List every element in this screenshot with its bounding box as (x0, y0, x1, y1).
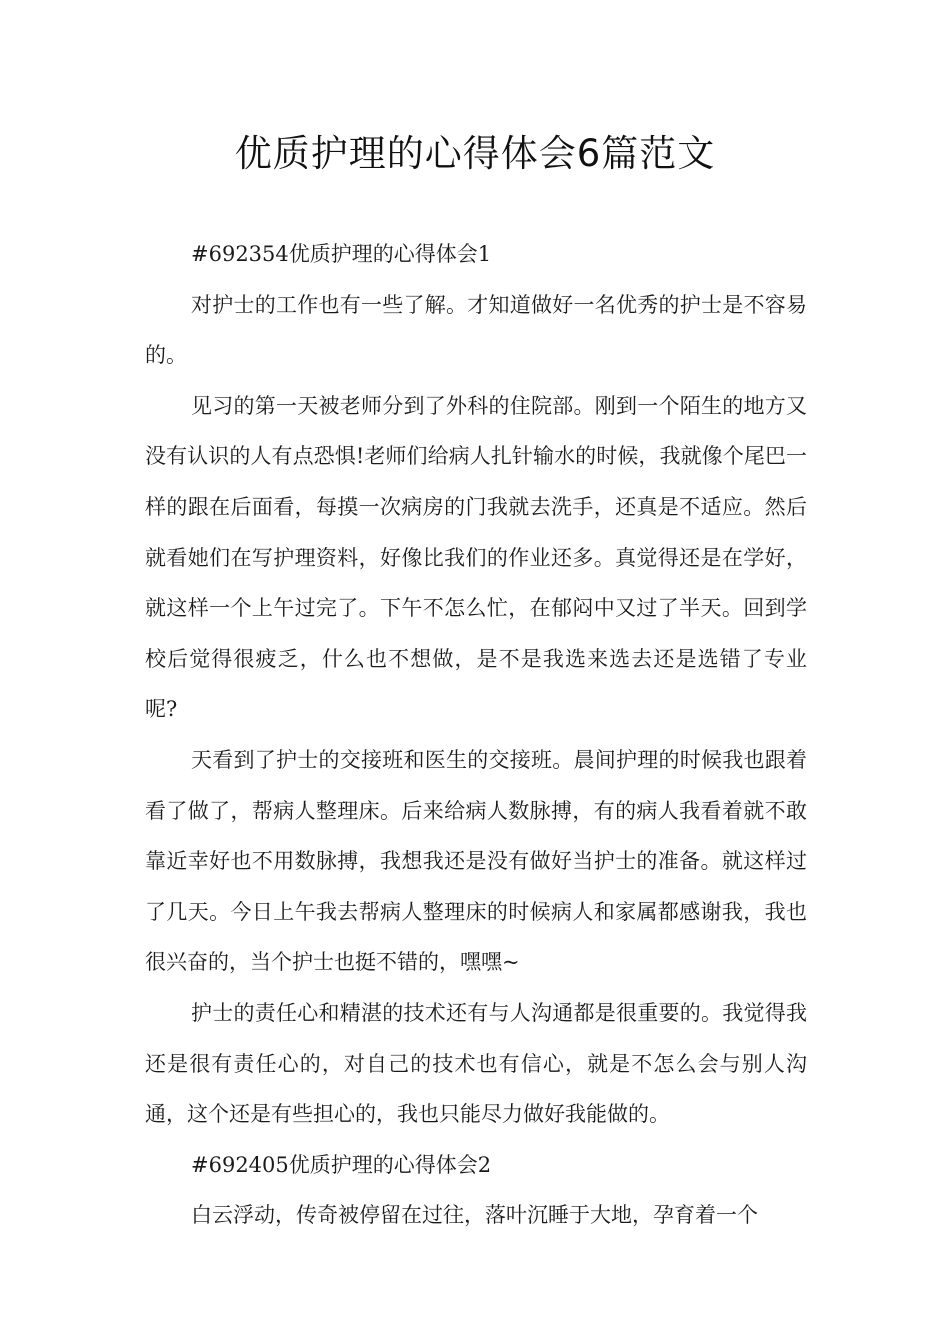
paragraph: 白云浮动，传奇被停留在过往，落叶沉睡于大地，孕育着一个 (191, 1203, 758, 1228)
section-heading-1: #692354优质护理的心得体会1 (191, 242, 492, 266)
section-heading-2: #692405优质护理的心得体会2 (191, 1152, 492, 1177)
paragraph: 对护士的工作也有一些了解。才知道做好一名优秀的护士是不容易的。 (145, 292, 807, 368)
paragraph: 天看到了护士的交接班和医生的交接班。晨间护理的时候我也跟着看了做了，帮病人整理床。后来给病人数脉搏，有的病人我看着就不敢靠近幸好也不用数脉搏，我想我还是没有做好当护士的准备。就这样过了几天。今日上午我去帮病人整理床的时候病人和家属都感谢我，我也很兴奋的，当个护士也挺不错的，嘿嘿~ (145, 747, 807, 975)
document-body (145, 229, 807, 1241)
document-title: 优质护理的心得体会6篇范文 (234, 132, 716, 175)
paragraph: 护士的责任心和精湛的技术还有与人沟通都是很重要的。我觉得我还是很有责任心的，对自己的技术也有信心，就是不怎么会与别人沟通，这个还是有些担心的，我也只能尽力做好我能做的。 (145, 1000, 807, 1127)
paragraph: 见习的第一天被老师分到了外科的住院部。刚到一个陌生的地方又没有认识的人有点恐惧!老师们给病人扎针输水的时候，我就像个尾巴一样的跟在后面看，每摸一次病房的门我就去洗手，还真是不适应。然后就看她们在写护理资料，好像比我们的作业还多。真觉得还是在学好，就这样一个上午过完了。下午不怎么忙，在郁闷中又过了半天。回到学校后觉得很疲乏，什么也不想做，是不是我选来选去还是选错了专业呢? (145, 393, 807, 722)
